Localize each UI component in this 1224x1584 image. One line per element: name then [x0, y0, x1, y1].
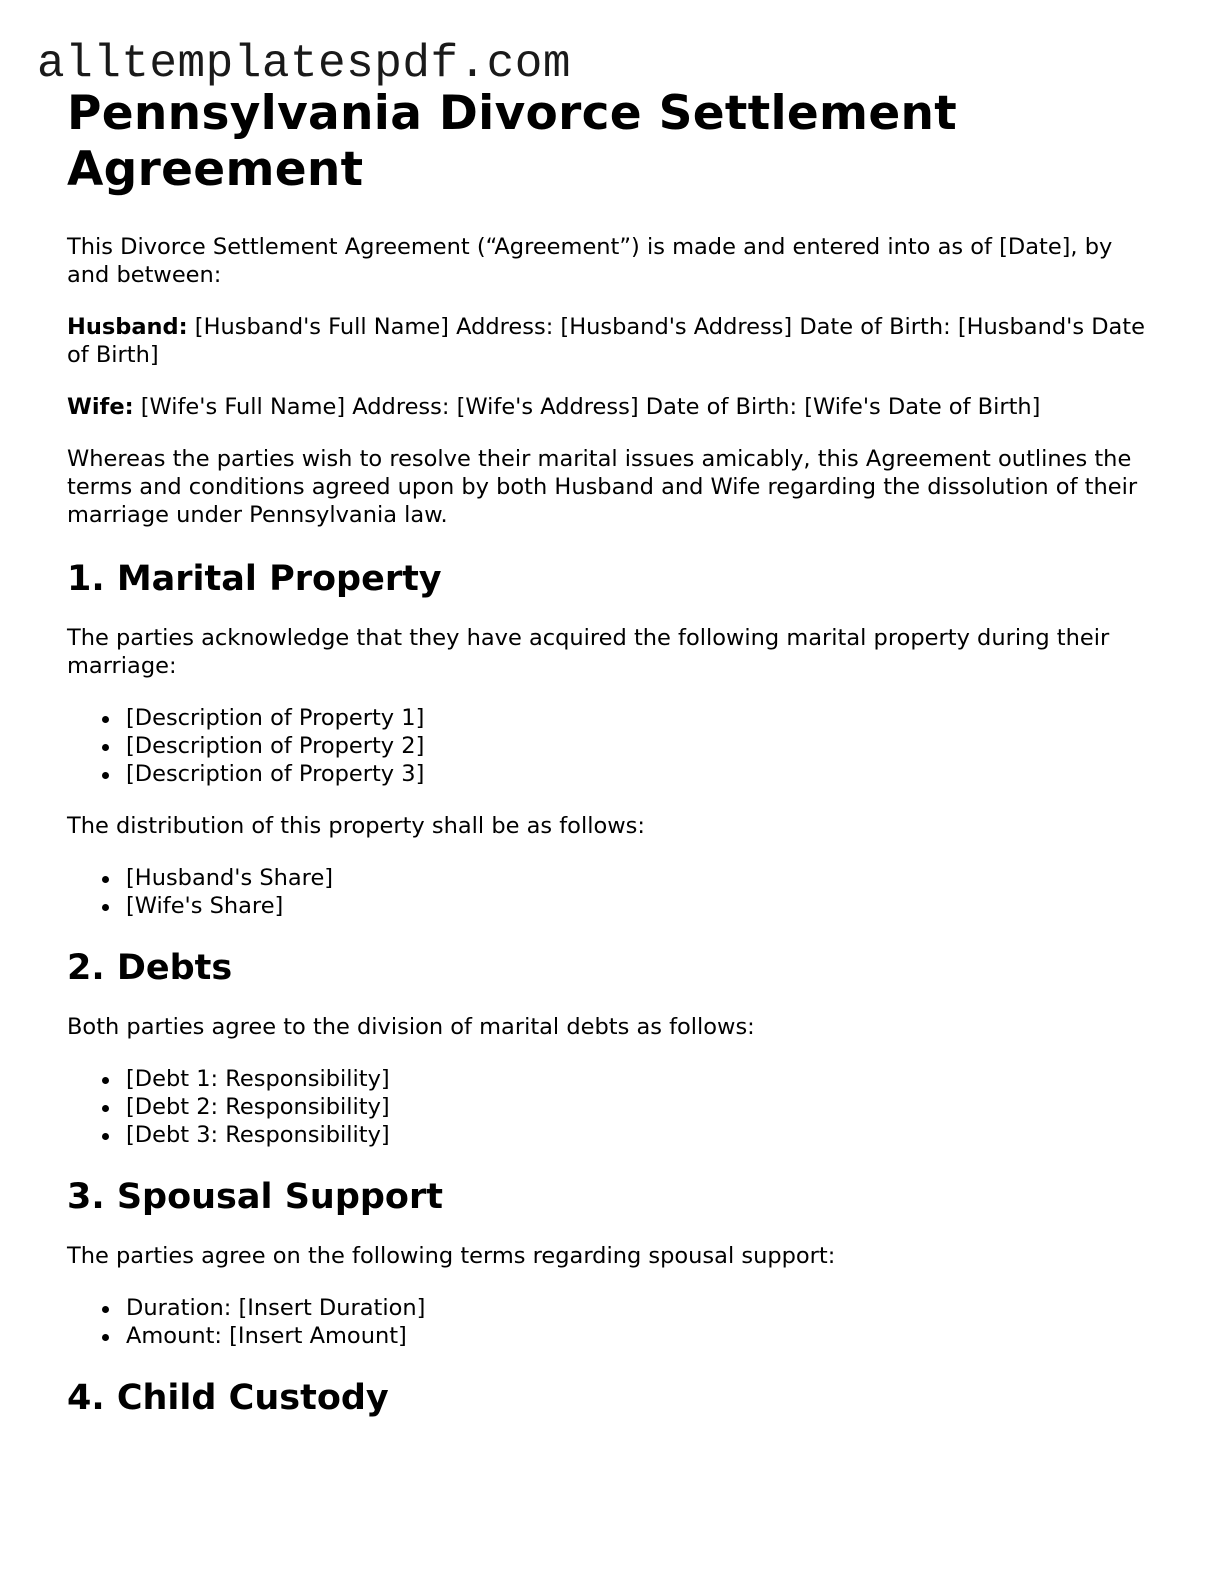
husband-text: [Husband's Full Name] Address: [Husband's Address] Date of Birth: [Husband's Date of Birth]: [67, 314, 1145, 368]
document-title: Pennsylvania Divorce Settlement Agreement: [67, 86, 958, 197]
list-item: [Wife's Share]: [126, 892, 1157, 920]
section-intro-marital-property: The parties acknowledge that they have acquired the following marital property during their marriage:: [67, 625, 1110, 679]
list-item: [Description of Property 3]: [126, 760, 1157, 788]
list-item: [Debt 2: Responsibility]: [126, 1093, 1157, 1121]
wife-text: [Wife's Full Name] Address: [Wife's Address] Date of Birth: [Wife's Date of Birth]: [133, 394, 1041, 420]
list-item: [Debt 1: Responsibility]: [126, 1065, 1157, 1093]
list-item: [Husband's Share]: [126, 864, 1157, 892]
list-item: [Description of Property 1]: [126, 704, 1157, 732]
section-heading-spousal-support: 3. Spousal Support: [67, 1177, 443, 1217]
husband-details: [67, 313, 1157, 369]
site-watermark: alltemplatespdf.com: [37, 38, 571, 90]
list-item: Duration: [Insert Duration]: [126, 1294, 1157, 1322]
support-terms-list: [67, 1294, 1157, 1350]
wife-label: Wife:: [67, 394, 134, 420]
section-intro-spousal-support: The parties agree on the following terms regarding spousal support:: [67, 1243, 836, 1269]
list-item: [Debt 3: Responsibility]: [126, 1121, 1157, 1149]
wife-details: [67, 393, 1157, 421]
section-intro-debts: Both parties agree to the division of marital debts as follows:: [67, 1014, 755, 1040]
intro-paragraph: This Divorce Settlement Agreement (“Agreement”) is made and entered into as of [Date], by and between:: [67, 234, 1113, 288]
property-list: [67, 704, 1157, 788]
whereas-paragraph: Whereas the parties wish to resolve their marital issues amicably, this Agreement outlines the terms and conditions agreed upon by both Husband and Wife regarding the dissolution of their marriage under Pennsylvania law.: [67, 446, 1138, 528]
share-list: [67, 864, 1157, 920]
document-body: [67, 86, 1157, 1419]
section-heading-debts: 2. Debts: [67, 948, 233, 988]
list-item: Amount: [Insert Amount]: [126, 1322, 1157, 1350]
debt-list: [67, 1065, 1157, 1149]
husband-label: Husband:: [67, 314, 188, 340]
section-heading-child-custody: 4. Child Custody: [67, 1378, 389, 1418]
distribution-paragraph: The distribution of this property shall be as follows:: [67, 813, 645, 839]
list-item: [Description of Property 2]: [126, 732, 1157, 760]
section-heading-marital-property: 1. Marital Property: [67, 559, 442, 599]
